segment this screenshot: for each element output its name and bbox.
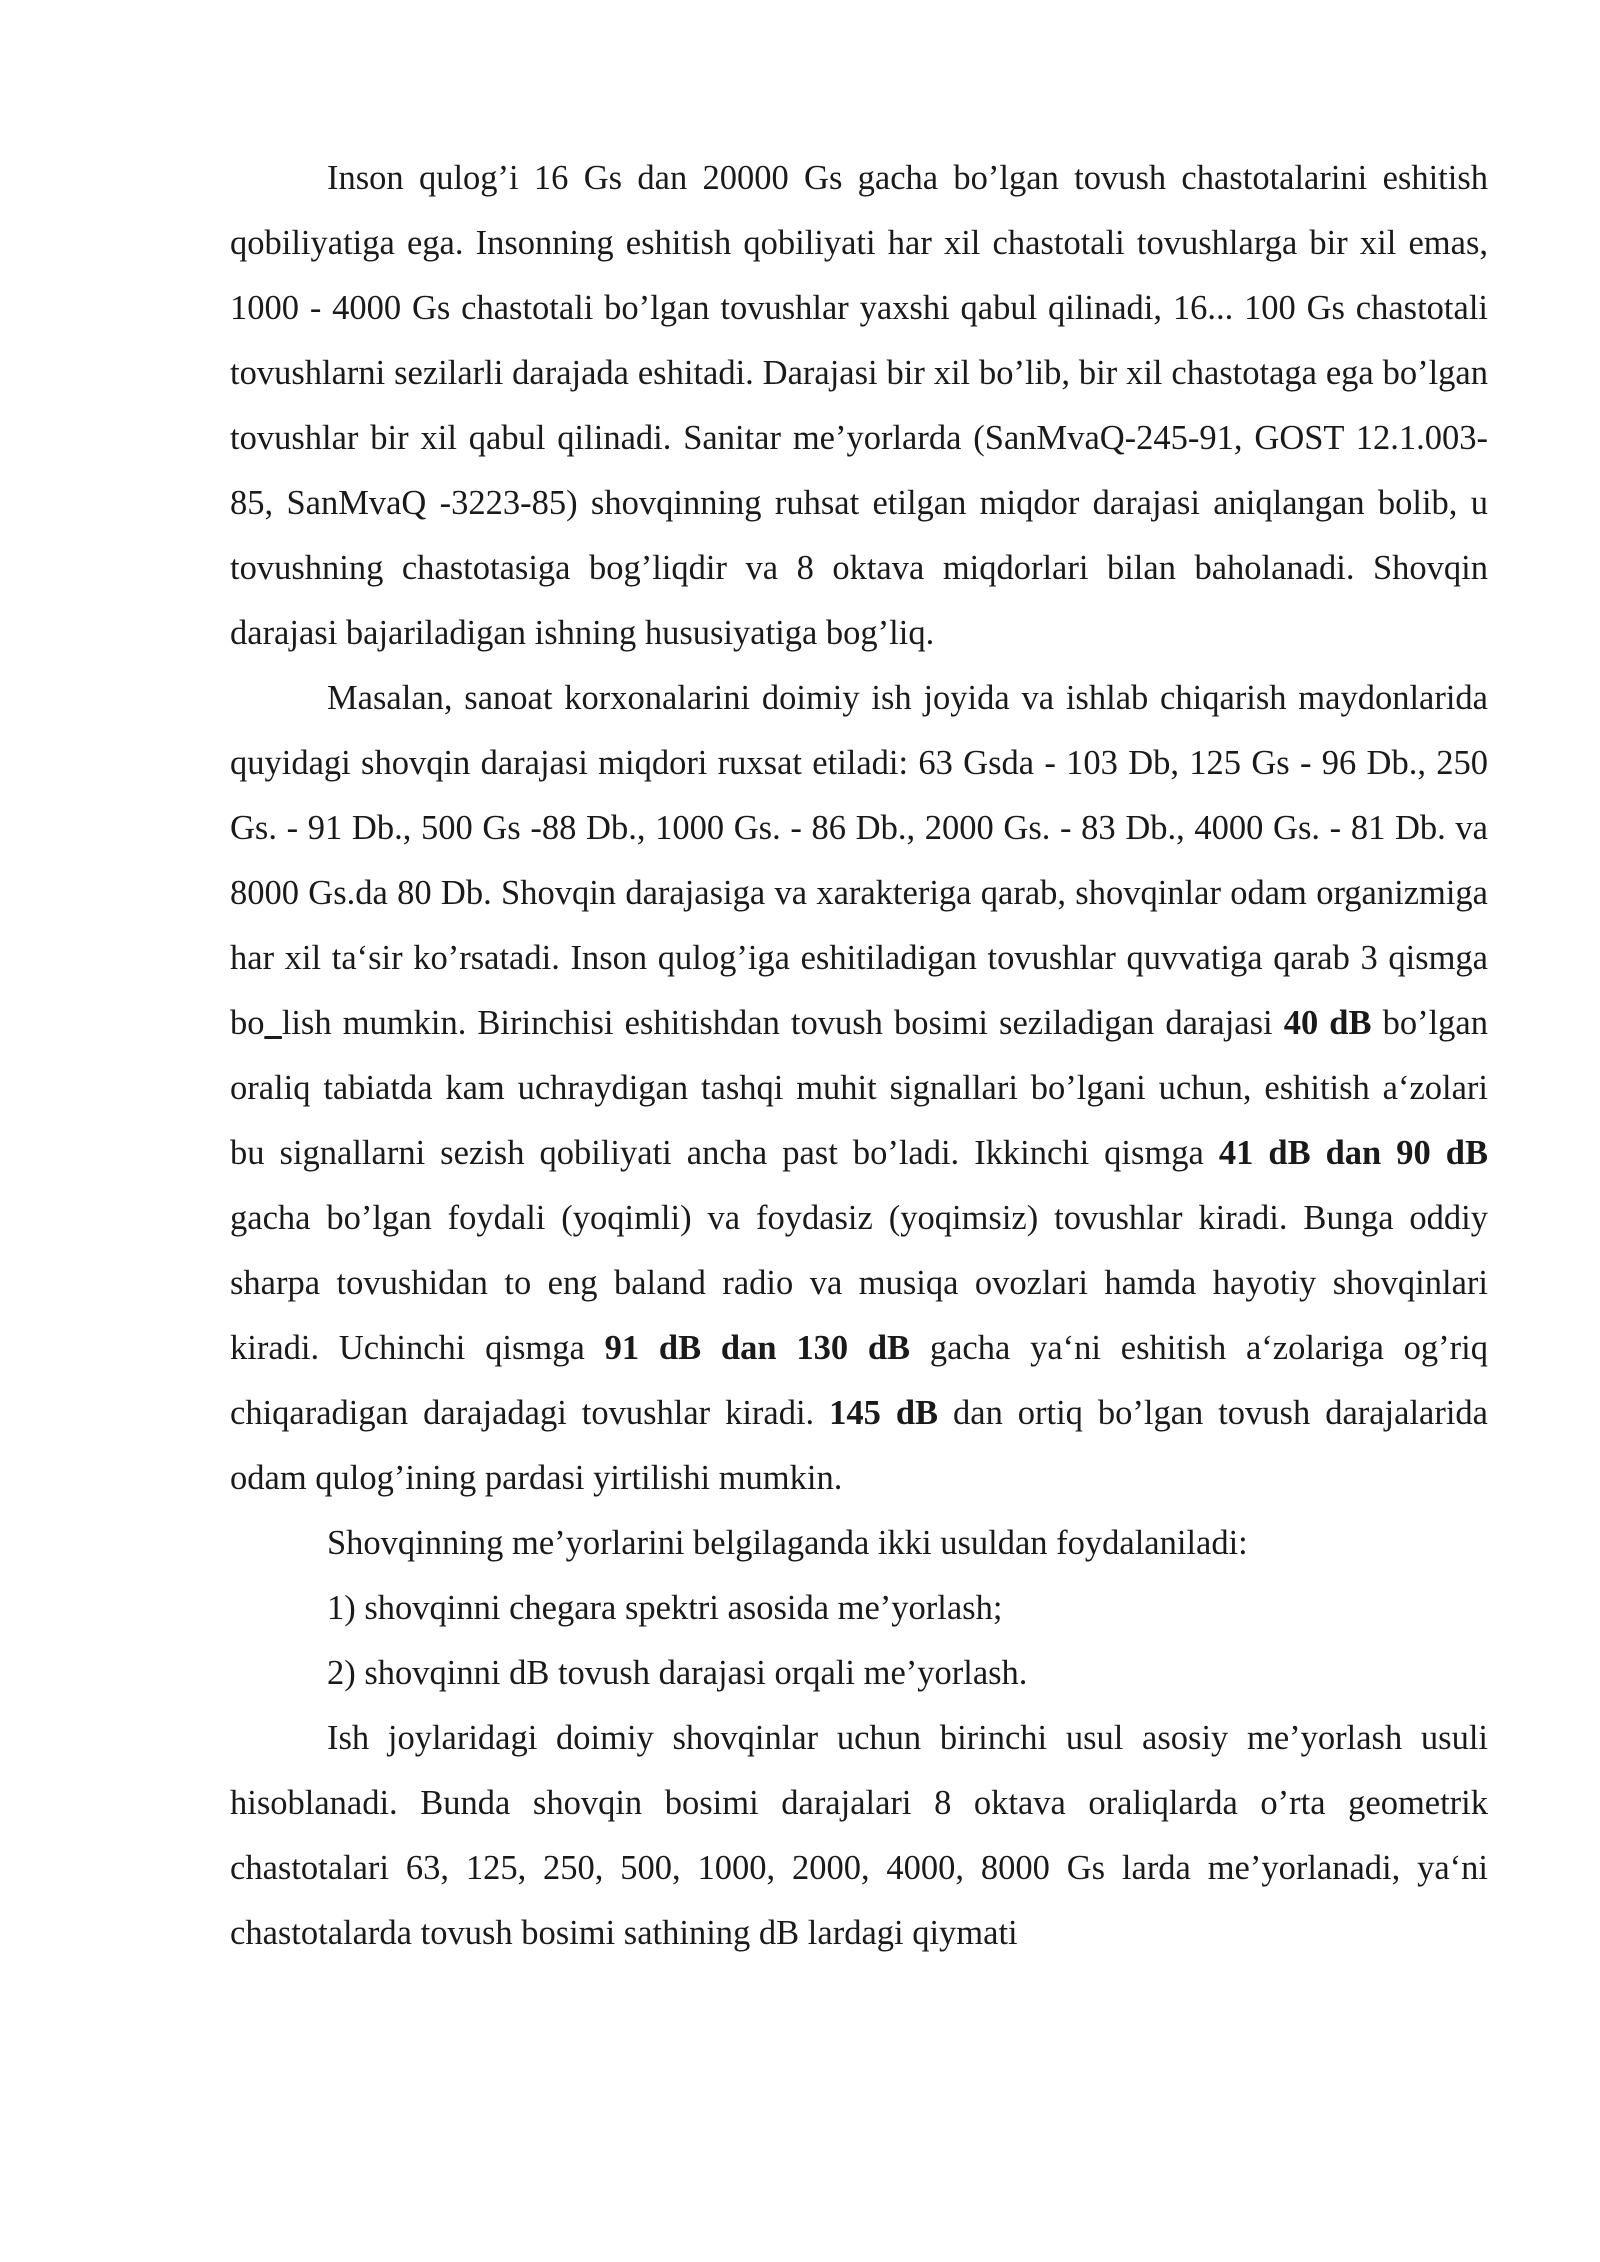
paragraph-text: bo’lgan oraliq tabiatda kam uchraydigan tashqi muhit signallari bo’lgani uchun, eshitish a‘zolari bu signallarni sezish qobiliyati ancha past bo’ladi. Ikkinchi qismga [230,1004,1488,1172]
bold-value: 91 dB dan 130 dB [604,1329,911,1367]
list-item-method-1 [230,1576,1488,1641]
underlined-char: _ [264,1004,282,1042]
list-item-text: 2) shovqinni dB tovush darajasi orqali me’yorlash. [327,1654,1028,1692]
paragraph-text: gacha bo’lgan foydali (yoqimli) va foydasiz (yoqimsiz) tovushlar kiradi. Bunga oddiy sharpa tovushidan to eng baland radio va musiqa ovozlari hamda hayotiy shovqinlari kiradi. Uchinchi qismga [230,1199,1488,1367]
paragraph-text: dan ortiq bo’lgan tovush darajalarida odam qulog’ining pardasi yirtilishi mumkin. [230,1394,1488,1497]
paragraph-methods-intro [230,1511,1488,1576]
bold-value: 145 dB [829,1394,939,1432]
bold-value: 40 dB [1283,1004,1372,1042]
paragraph-text: Ish joylaridagi doimiy shovqinlar uchun birinchi usul asosiy me’yorlash usuli hisoblanadi. Bunda shovqin bosimi darajalari 8 oktava oraliqlarda o’rta geometrik chastotalari 63, 125, 250, 500, 1000, 2000, 4000, 8000 Gs larda me’yorlanadi, ya‘ni chastotalarda tovush bosimi sathining dB lardagi qiymati [230,1719,1488,1952]
paragraph-text: Inson qulog’i 16 Gs dan 20000 Gs gacha bo’lgan tovush chastotalarini eshitish qobiliyatiga ega. Insonning eshitish qobiliyati har xil chastotali tovushlarga bir xil emas, 1000 - 4000 Gs chastotali bo’lgan tovushlar yaxshi qabul qilinadi, 16... 100 Gs chastotali tovushlarni sezilarli darajada eshitadi. Darajasi bir xil bo’lib, bir xil chastotaga ega bo’lgan tovushlar bir xil qabul qilinadi. Sanitar me’yorlarda (SanMvaQ-245-91, GOST 12.1.003-85, SanMvaQ -3223-85) shovqinning ruhsat etilgan miqdor darajasi aniqlangan bolib, u tovushning chastotasiga bog’liqdir va 8 oktava miqdorlari bilan baholanadi. Shovqin darajasi bajariladigan ishning hususiyatiga bog’liq. [230,159,1488,652]
paragraph-hearing-range [230,146,1488,666]
list-item-method-2 [230,1641,1488,1706]
document-body [230,146,1488,1966]
paragraph-text: Masalan, sanoat korxonalarini doimiy ish joyida va ishlab chiqarish maydonlarida quyidagi shovqin darajasi miqdori ruxsat etiladi: 63 Gsda - 103 Db, 125 Gs - 96 Db., 250 Gs. - 91 Db., 500 Gs -88 Db., 1000 Gs. - 86 Db., 2000 Gs. - 83 Db., 4000 Gs. - 81 Db. va 8000 Gs.da 80 Db. Shovqin darajasiga va xarakteriga qarab, shovqinlar odam organizmiga har xil ta‘sir ko’rsatadi. Inson qulog’iga eshitiladigan tovushlar quvvatiga qarab 3 qismga bo [230,679,1488,1042]
paragraph-octave-norms [230,1706,1488,1966]
bold-value: 41 dB dan 90 dB [1218,1134,1488,1172]
paragraph-text: gacha ya‘ni eshitish a‘zolariga og’riq chiqaradigan darajadagi tovushlar kiradi. [230,1329,1488,1432]
list-item-text: 1) shovqinni chegara spektri asosida me’yorlash; [327,1589,1003,1627]
paragraph-noise-levels [230,666,1488,1511]
paragraph-text: Shovqinning me’yorlarini belgilaganda ikki usuldan foydalaniladi: [327,1524,1248,1562]
paragraph-text: lish mumkin. Birinchisi eshitishdan tovush bosimi seziladigan darajasi [281,1004,1284,1042]
